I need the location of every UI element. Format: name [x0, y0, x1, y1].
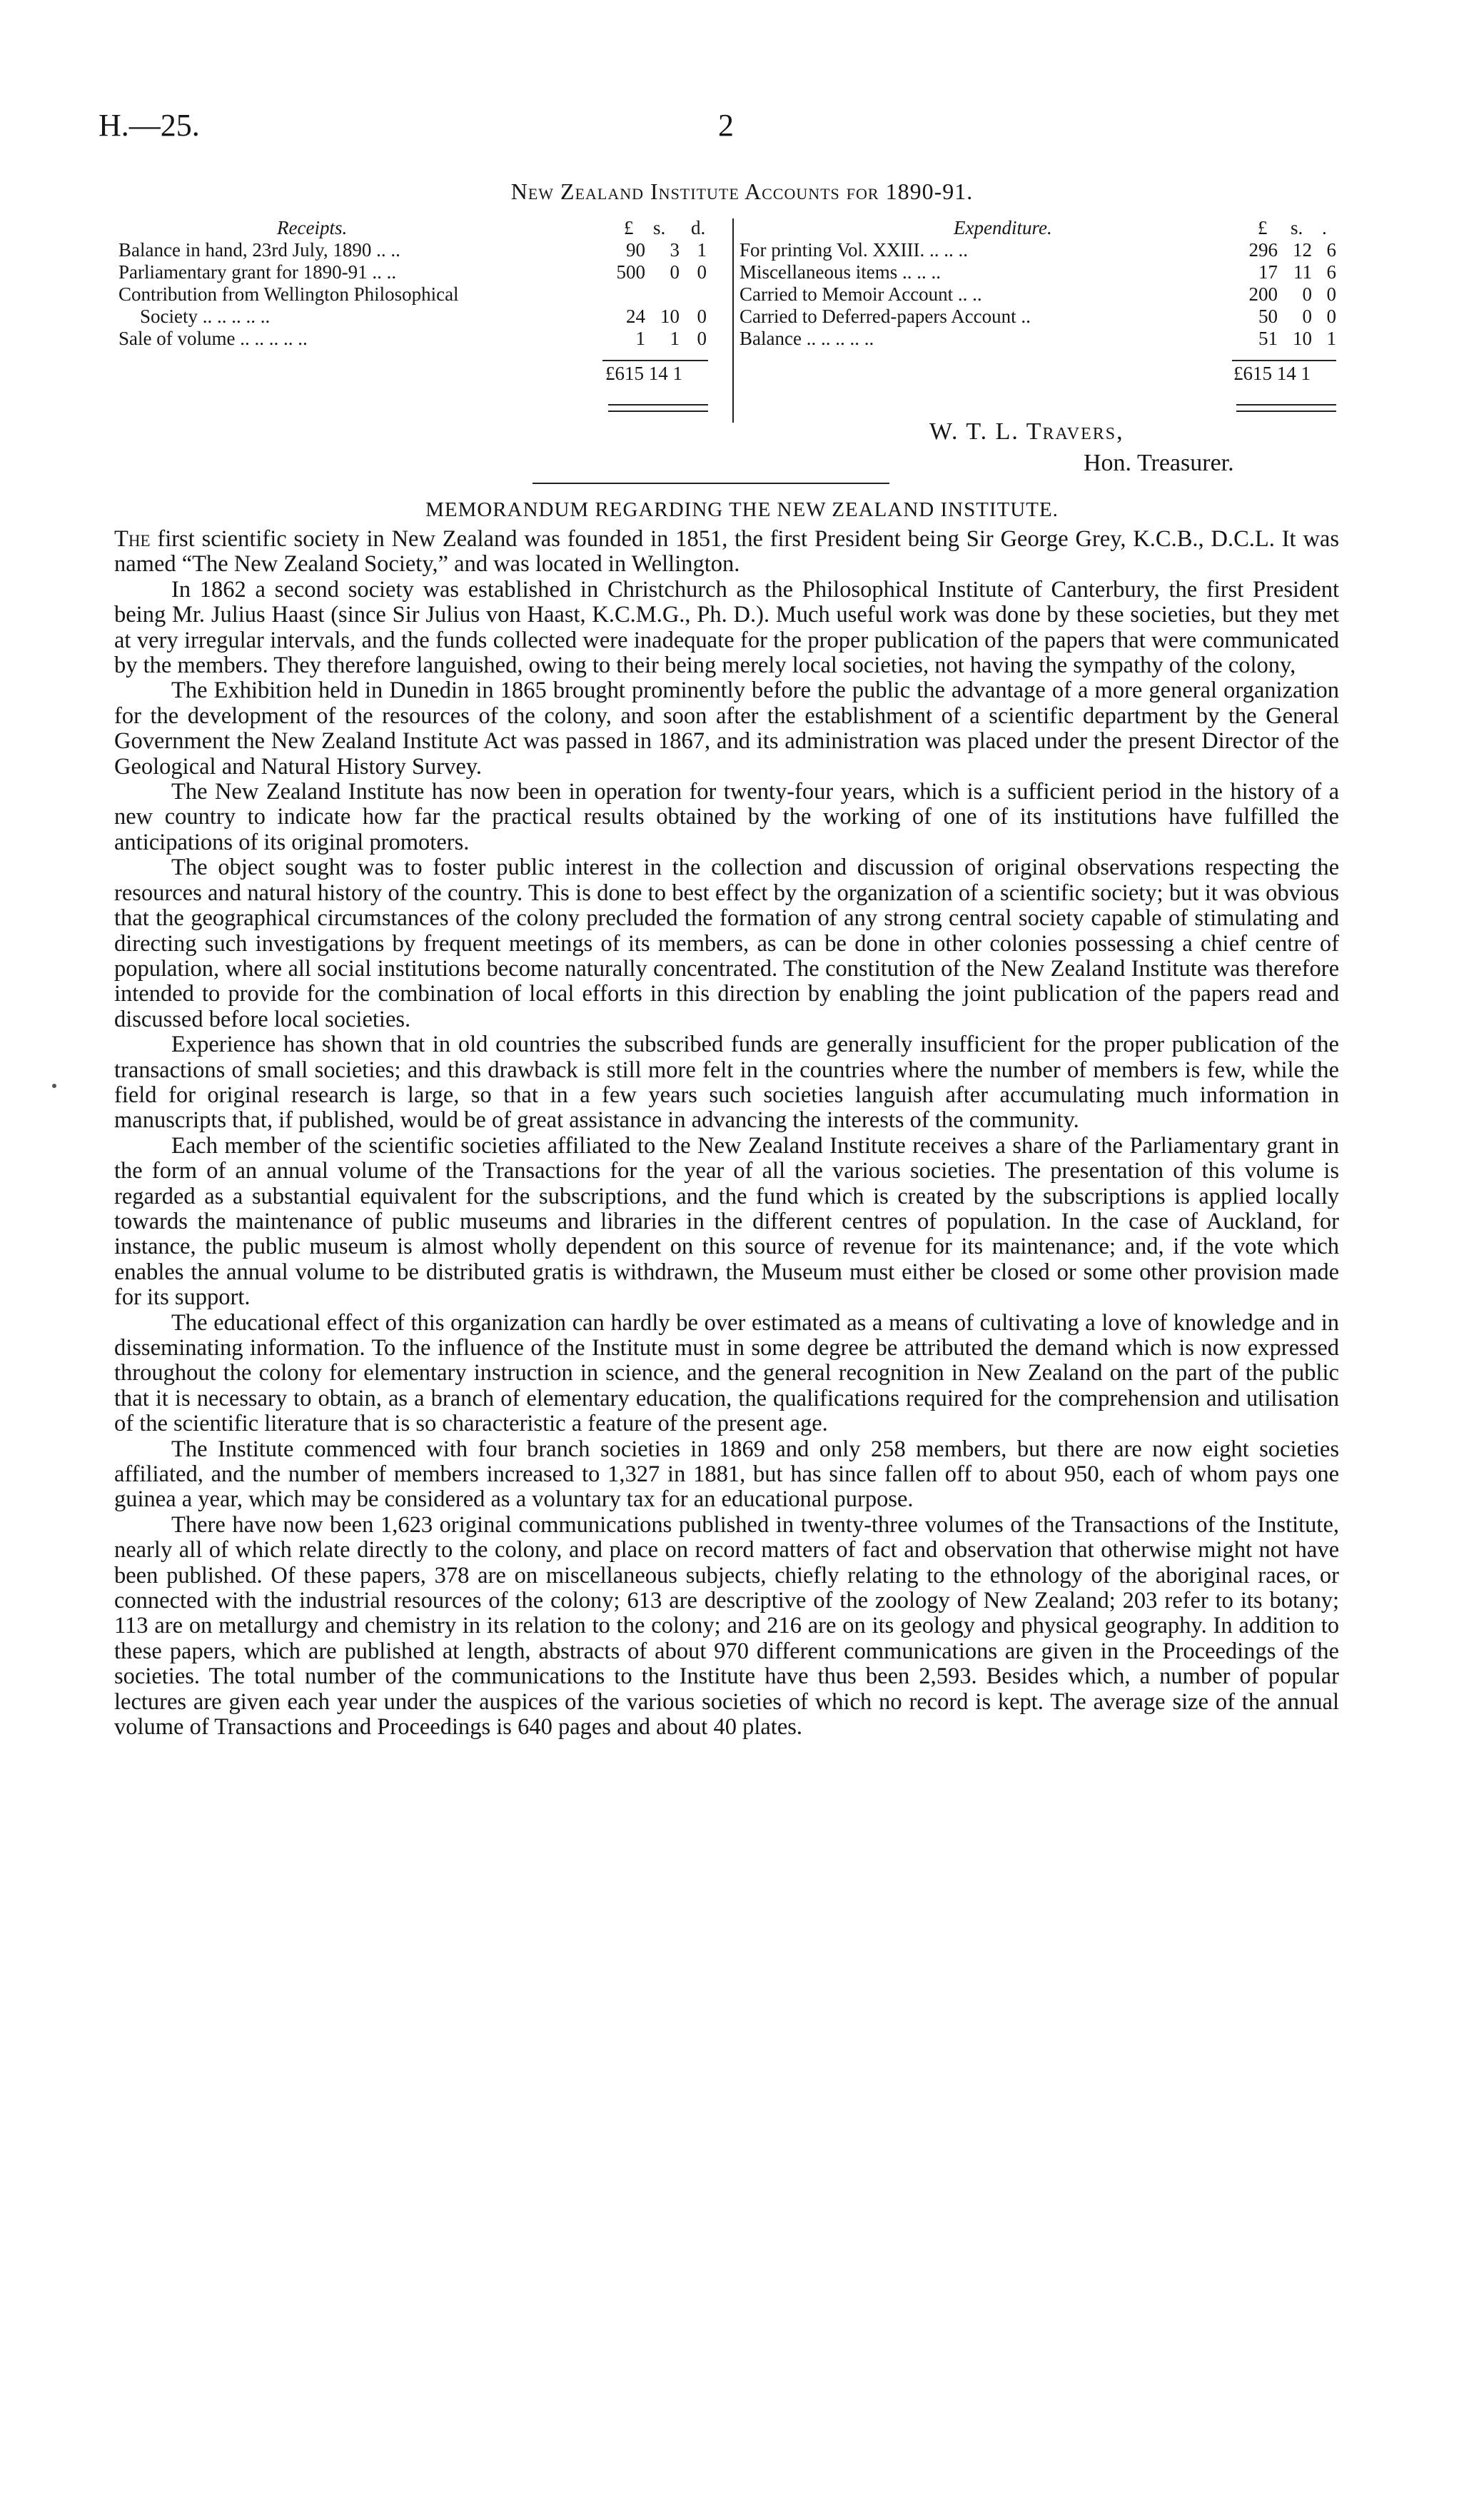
receipt-pounds: 1: [635, 328, 645, 349]
unit-pence: d.: [691, 217, 706, 238]
paragraph-text: first scientific society in New Zealand was founded in 1851, the first President being Sir George Grey, K.C.B., D.C.L. It was named “The New Zealand Society,” and was located in Wellington.: [114, 526, 1339, 578]
receipt-label: Society .. .. .. .. ..: [140, 306, 271, 327]
receipt-pounds: 90: [626, 239, 645, 261]
expenditure-shillings: 10: [1293, 328, 1312, 349]
expenditure-pence: 6: [1326, 261, 1336, 283]
expenditure-shillings: 12: [1293, 239, 1312, 261]
expenditure-double-rule: [1236, 404, 1336, 412]
accounts-title: New Zealand Institute Accounts for 1890-91.: [510, 178, 974, 204]
paragraph: The New Zealand Institute has now been in operation for twenty-four years, which is a sufficient period in the history of a new country to indicate how far the practical results obtained by the working of one of its institutions have fulfilled the anticipations of its original promoters.: [114, 779, 1339, 855]
expenditure-pence: 0: [1326, 306, 1336, 327]
memorandum-body: [114, 527, 1339, 1741]
column-divider: [732, 218, 734, 423]
paragraph: The educational effect of this organization can hardly be over estimated as a means of cultivating a love of knowledge and in disseminating information. To the influence of the Institute must in some degree be attributed the demand which is now expressed throughout the colony for elementary instruction in science, and the general recognition in New Zealand on the part of the public that it is necessary to obtain, as a branch of elementary education, the qualifications required for the comprehension and utilisation of the scientific literature that is so characteristic a feature of the present age.: [114, 1309, 1339, 1437]
receipt-pounds: 24: [626, 306, 645, 327]
receipt-shillings: 0: [670, 261, 680, 283]
receipts-total-row: [118, 363, 730, 391]
expenditure-label: For printing Vol. XXIII. .. .. ..: [740, 239, 969, 261]
page-number: 2: [718, 108, 734, 143]
expenditure-label: Carried to Memoir Account .. ..: [740, 283, 982, 305]
expenditure-row: [740, 328, 1335, 350]
expenditure-table: [740, 217, 1335, 391]
unit-shillings: s.: [1291, 217, 1303, 238]
expenditure-header: [740, 217, 1335, 239]
expenditure-row: [740, 306, 1335, 328]
paragraph: Each member of the scientific societies affiliated to the New Zealand Institute receives a share of the Parliamentary grant in the form of an annual volume of the Transactions for the year of all the various societies. The presentation of this volume is regarded as a substantial equivalent for the subscriptions, and the fund which is created by the subscriptions is applied locally towards the maintenance of public museums and libraries in the different centres of population. In the case of Auckland, for instance, the public museum is almost wholly dependent on this source of revenue for its maintenance; and, if the vote which enables the annual volume to be distributed gratis is withdrawn, the Museum must either be closed or some other provision made for its support.: [114, 1132, 1339, 1311]
receipt-label: Contribution from Wellington Philosophical: [118, 283, 459, 305]
expenditure-pence: 6: [1326, 239, 1336, 261]
expenditure-pounds: 296: [1248, 239, 1278, 261]
receipt-pence: 0: [697, 261, 707, 283]
expenditure-label: Miscellaneous items .. .. ..: [740, 261, 941, 283]
receipts-heading: Receipts.: [277, 217, 348, 238]
expenditure-row: [740, 239, 1335, 261]
expenditure-shillings: 0: [1302, 283, 1312, 305]
receipt-label: Parliamentary grant for 1890-91 .. ..: [118, 261, 397, 283]
receipt-label: Sale of volume .. .. .. .. ..: [118, 328, 308, 349]
receipt-pence: 0: [697, 306, 707, 327]
receipt-label: Balance in hand, 23rd July, 1890 .. ..: [118, 239, 400, 261]
receipt-pence: 1: [697, 239, 707, 261]
paragraph: The Exhibition held in Dunedin in 1865 brought prominently before the public the advantage of a more general organization for the development of the resources of the colony, and soon after the establishment of a scientific department by the General Government the New Zealand Institute Act was passed in 1867, and its administration was placed under the present Director of the Geological and Natural History Survey.: [114, 678, 1339, 780]
receipts-total: £615 14 1: [605, 363, 682, 384]
expenditure-row: [740, 261, 1335, 283]
expenditure-pounds: 17: [1258, 261, 1278, 283]
expenditure-total: £615 14 1: [1233, 363, 1311, 384]
expenditure-heading: Expenditure.: [954, 217, 1052, 238]
paragraph: The Institute commenced with four branch societies in 1869 and only 258 members, but there are now eight societies affiliated, and the number of members increased to 1,327 in 1881, but has since fallen off to about 950, each of whom pays one guinea a year, which may be considered as a voluntary tax for an educational purpose.: [114, 1436, 1339, 1513]
unit-pence: .: [1322, 217, 1327, 238]
receipt-row: [118, 328, 730, 350]
expenditure-pence: 1: [1326, 328, 1336, 349]
receipts-header: [118, 217, 730, 239]
unit-pounds: £: [1258, 217, 1268, 238]
treasurer-name: W. T. L. Travers,: [929, 418, 1124, 445]
expenditure-label: Carried to Deferred-papers Account ..: [740, 306, 1031, 327]
paragraph: In 1862 a second society was established in Christchurch as the Philosophical Institute of Canterbury, the first President being Mr. Julius Haast (since Sir Julius von Haast, K.C.M.G., Ph. D.). Much useful work was done by these societies, but they met at very irregular intervals, and the funds collected were inadequate for the proper publication of the papers that were communicated by the members. They therefore languished, owing to their being merely local societies, not having the sympathy of the colony,: [114, 576, 1339, 679]
unit-shillings: s.: [653, 217, 666, 238]
unit-pounds: £: [624, 217, 634, 238]
document-reference: H.—25.: [99, 108, 200, 143]
paragraph: There have now been 1,623 original communications published in twenty-three volumes of the Transactions of the Institute, nearly all of which relate directly to the colony, and place on record matters of fact and observation that otherwise might not have been published. Of these papers, 378 are on miscellaneous subjects, chiefly relating to the ethnology of the aboriginal races, or connected with the industrial resources of the colony; 613 are descriptive of the zoology of New Zealand; 203 refer to its botany; 113 are on metallurgy and chemistry in its relation to the colony; and 216 are on its geology and physical geography. In addition to these papers, which are published at length, abstracts of about 970 different communications are given in the Proceedings of the societies. The total number of the communications to the Institute have thus been 2,593. Besides which, a number of popular lectures are given each year under the auspices of the various societies of which no record is kept. The average size of the annual volume of Transactions and Proceedings is 640 pages and about 40 plates.: [114, 1511, 1339, 1741]
paragraph: The object sought was to foster public interest in the collection and discussion of original observations respecting the resources and natural history of the country. This is done to best effect by the organization of a scientific society; but it was obvious that the geographical circumstances of the colony precluded the formation of any strong central society capable of stimulating and directing such investigations by frequent meetings of its members, as can be done in other colonies possessing a chief centre of population, where all social institutions become naturally concentrated. The constitution of the New Zealand Institute was therefore intended to provide for the combination of local efforts in this direction by enabling the joint publication of the papers read and discussed before local societies.: [114, 855, 1339, 1032]
receipt-shillings: 3: [670, 239, 680, 261]
receipts-table: [118, 217, 730, 391]
lead-word: The: [114, 526, 151, 552]
treasurer-title: Hon. Treasurer.: [1084, 450, 1234, 476]
margin-mark: [52, 1084, 56, 1088]
receipt-row: [118, 261, 730, 283]
expenditure-pounds: 51: [1258, 328, 1278, 349]
expenditure-pence: 0: [1326, 283, 1336, 305]
receipt-row: [118, 239, 730, 261]
expenditure-label: Balance .. .. .. .. ..: [740, 328, 874, 349]
expenditure-pounds: 50: [1258, 306, 1278, 327]
expenditure-pounds: 200: [1248, 283, 1278, 305]
section-separator: [532, 483, 889, 484]
receipt-pence: 0: [697, 328, 707, 349]
paragraph: Experience has shown that in old countries the subscribed funds are generally insufficient for the proper publication of the transactions of small societies; and this drawback is still more felt in the countries where the number of members is few, while the field for original research is large, so that in a few years such societies languish after accumulating much information in manuscripts that, if published, would be of great assistance in advancing the interests of the community.: [114, 1032, 1339, 1134]
receipt-pounds: 500: [616, 261, 645, 283]
expenditure-shillings: 11: [1293, 261, 1312, 283]
paragraph: [114, 527, 1339, 578]
receipt-shillings: 10: [660, 306, 680, 327]
receipts-double-rule: [608, 404, 708, 412]
expenditure-row: [740, 283, 1335, 306]
receipt-row: [118, 306, 730, 328]
expenditure-shillings: 0: [1302, 306, 1312, 327]
receipts-sum-rule: [602, 360, 708, 361]
expenditure-sum-rule: [1232, 360, 1336, 361]
memorandum-title: MEMORANDUM REGARDING THE NEW ZEALAND INSTITUTE.: [425, 498, 1059, 521]
expenditure-total-row: [740, 363, 1335, 391]
receipt-shillings: 1: [670, 328, 680, 349]
receipt-row: [118, 283, 730, 306]
